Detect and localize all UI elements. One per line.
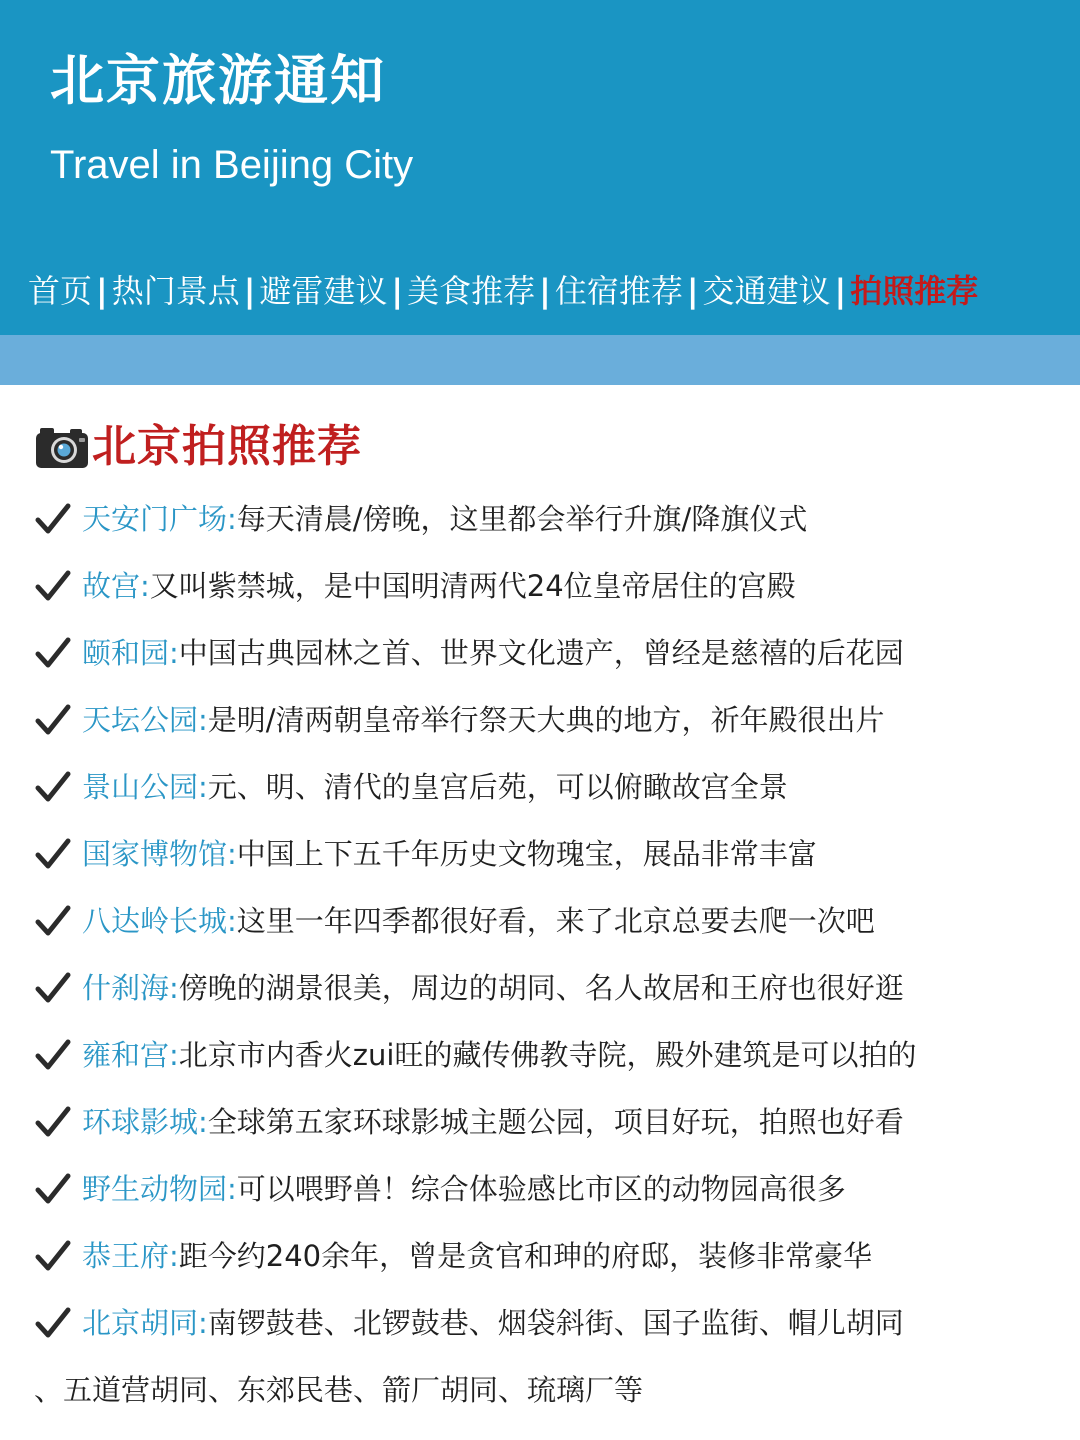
nav-separator: |: [834, 272, 847, 310]
nav-separator: |: [686, 272, 699, 310]
list-item: [34, 552, 916, 619]
checkmark-icon: [34, 1103, 72, 1141]
spot-name: 天安门广场:: [82, 501, 237, 536]
spot-description: 可以喂野兽！综合体验感比市区的动物园高很多: [236, 1171, 846, 1206]
checkmark-icon: [34, 1170, 72, 1208]
checkmark-icon: [34, 768, 72, 806]
spot-description: 这里一年四季都很好看，来了北京总要去爬一次吧: [236, 903, 875, 938]
spot-description: 中国上下五千年历史文物瑰宝，展品非常丰富: [236, 836, 817, 871]
header-banner: [0, 0, 1080, 335]
spot-name: 颐和园:: [82, 635, 179, 670]
checkmark-icon: [34, 969, 72, 1007]
spot-name: 八达岭长城:: [82, 903, 237, 938]
checkmark-icon: [34, 1237, 72, 1275]
checkmark-icon: [34, 902, 72, 940]
checkmark-icon: [34, 835, 72, 873]
checkmark-icon: [34, 701, 72, 739]
spot-name: 什刹海:: [82, 970, 179, 1005]
spot-description: 傍晚的湖景很美，周边的胡同、名人故居和王府也很好逛: [178, 970, 904, 1005]
spot-name: 雍和宫:: [82, 1037, 179, 1072]
spot-name: 野生动物园:: [82, 1171, 237, 1206]
spot-description: 又叫紫禁城，是中国明清两代24位皇帝居住的宫殿: [149, 568, 796, 603]
spot-description: 元、明、清代的皇宫后苑，可以俯瞰故宫全景: [207, 769, 788, 804]
photo-recommend-section: [0, 385, 1080, 1440]
nav-item-pitfalls[interactable]: 避雷建议: [259, 272, 388, 310]
spot-description: 中国古典园林之首、世界文化遗产，曾经是慈禧的后花园: [178, 635, 904, 670]
spot-name: 国家博物馆:: [82, 836, 237, 871]
list-item: [34, 1222, 916, 1289]
spot-name: 故宫:: [82, 568, 150, 603]
camera-icon: [34, 424, 90, 470]
spot-description: 距今约240余年，曾是贪官和珅的府邸，装修非常豪华: [178, 1238, 873, 1273]
section-title: 北京拍照推荐: [92, 421, 362, 472]
spot-description: 全球第五家环球影城主题公园，项目好玩，拍照也好看: [207, 1104, 904, 1139]
list-item: [34, 1289, 916, 1356]
spot-description: 每天清晨/傍晚，这里都会举行升旗/降旗仪式: [236, 501, 808, 536]
nav-separator: |: [391, 272, 404, 310]
nav-separator: |: [243, 272, 256, 310]
checkmark-icon: [34, 1304, 72, 1342]
nav-separator: |: [539, 272, 551, 310]
spot-description: 北京市内香火zui旺的藏传佛教寺院，殿外建筑是可以拍的: [178, 1037, 917, 1072]
list-item: [34, 686, 916, 753]
list-item: [34, 485, 916, 552]
top-nav: [28, 266, 978, 316]
spot-description: 是明/清两朝皇帝举行祭天大典的地方，祈年殿很出片: [207, 702, 885, 737]
list-item: [34, 820, 916, 887]
spot-name: 北京胡同:: [82, 1305, 208, 1340]
nav-item-attractions[interactable]: 热门景点: [111, 272, 240, 310]
checkmark-icon: [34, 1036, 72, 1074]
list-item: [34, 1021, 916, 1088]
nav-item-lodging[interactable]: 住宿推荐: [554, 272, 683, 310]
spot-description: 南锣鼓巷、北锣鼓巷、烟袋斜街、国子监街、帽儿胡同: [207, 1305, 904, 1340]
page-subtitle: Travel in Beijing City: [50, 143, 414, 187]
list-item: [34, 1088, 916, 1155]
list-item: [34, 1155, 916, 1222]
list-continuation: 、五道营胡同、东郊民巷、箭厂胡同、琉璃厂等: [34, 1372, 644, 1407]
spot-list: [34, 485, 916, 1423]
checkmark-icon: [34, 567, 72, 605]
nav-item-food[interactable]: 美食推荐: [407, 272, 536, 310]
spot-name: 景山公园:: [82, 769, 208, 804]
list-item: [34, 887, 916, 954]
nav-item-photo[interactable]: 拍照推荐: [850, 272, 979, 310]
nav-item-home[interactable]: 首页: [28, 272, 93, 310]
spot-name: 天坛公园:: [82, 702, 208, 737]
nav-separator: |: [96, 272, 108, 310]
list-item: [34, 753, 916, 820]
nav-item-transport[interactable]: 交通建议: [702, 272, 831, 310]
divider-band: [0, 335, 1080, 385]
list-item: [34, 954, 916, 1021]
checkmark-icon: [34, 500, 72, 538]
checkmark-icon: [34, 634, 72, 672]
section-heading: [34, 417, 362, 477]
page-title: 北京旅游通知: [50, 49, 386, 112]
list-item: [34, 619, 916, 686]
spot-name: 环球影城:: [82, 1104, 208, 1139]
spot-name: 恭王府:: [82, 1238, 179, 1273]
